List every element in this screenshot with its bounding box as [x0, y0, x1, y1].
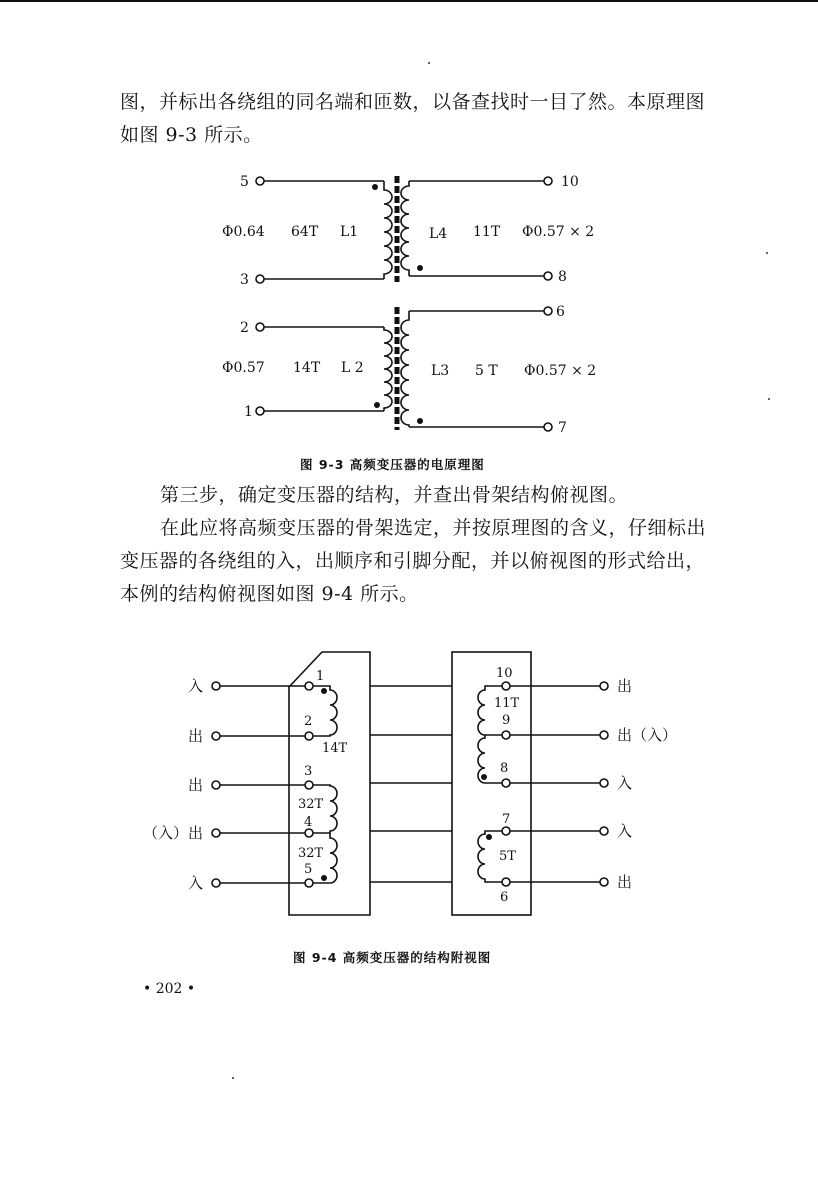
turns-5t: 5T [499, 849, 516, 864]
pin-label-1: 1 [244, 404, 253, 420]
terminal-8 [544, 272, 552, 280]
figure-9-3-schematic [0, 160, 818, 450]
turns-11t: 11T [494, 696, 520, 711]
turns-14t: 14T [322, 741, 348, 756]
pin-label-10: 10 [561, 174, 579, 190]
pin-label-2: 2 [240, 320, 249, 336]
bobbin-pin-1: 1 [316, 669, 325, 684]
l2-turns: 14T [293, 360, 321, 376]
page-top-border [0, 0, 818, 2]
bobbin-left [289, 652, 370, 915]
coil-l1 [384, 181, 392, 279]
polarity-dot-l1 [372, 184, 378, 190]
pin-label-6: 6 [556, 304, 565, 320]
l1-name: L1 [340, 224, 359, 240]
coil-l2 [384, 327, 392, 411]
left-label-1: 入 [187, 677, 203, 695]
turns-32t-a: 32T [298, 797, 324, 812]
l4-wire: Φ0.57 × 2 [522, 224, 595, 240]
terminal-7 [544, 423, 552, 431]
terminal-1 [256, 407, 264, 415]
terminal-2 [256, 323, 264, 331]
paragraph-structure: 在此应将高频变压器的骨架选定，并按原理图的含义，仔细标出变压器的各绕组的入，出顺序和引脚分配，并以俯视图的形式给出，本例的结构俯视图如图 9-4 所示。 [120, 517, 707, 605]
terminal-6 [544, 307, 552, 315]
polarity-dot-l3 [417, 418, 423, 424]
scan-speck [232, 1077, 234, 1079]
right-label-2: 出（入） [617, 726, 678, 744]
bobbin-pin-2: 2 [304, 714, 313, 729]
polarity-dot-l4 [417, 265, 423, 271]
left-label-4: （入）出 [142, 824, 203, 842]
terminal-5 [256, 177, 264, 185]
pin-label-3: 3 [240, 272, 249, 288]
paragraph-intro: 图，并标出各绕组的同名端和匝数，以备查找时一目了然。本原理图如图 9-3 所示。 [120, 91, 706, 146]
bobbin-pin-8: 8 [500, 761, 509, 776]
coil-l4 [401, 181, 409, 276]
l3-turns: 5 T [475, 363, 498, 379]
right-label-1: 出 [617, 677, 633, 695]
bobbin-pin-7: 7 [502, 812, 511, 827]
page-number: • 202 • [143, 981, 196, 997]
bobbin-pin-4: 4 [304, 815, 313, 830]
terminal-10 [544, 177, 552, 185]
bobbin-pin-10: 10 [496, 666, 513, 681]
scan-speck [766, 252, 768, 254]
l1-wire: Φ0.64 [222, 224, 265, 240]
figure-9-3-caption: 图 9-3 高频变压器的电原理图 [300, 457, 485, 472]
l3-name: L3 [431, 363, 450, 379]
l2-wire: Φ0.57 [222, 360, 265, 376]
pin-label-8: 8 [558, 269, 567, 285]
paragraph-step3: 第三步，确定变压器的结构，并查出骨架结构俯视图。 [160, 484, 629, 506]
scan-speck [428, 62, 430, 64]
l4-turns: 11T [473, 224, 501, 240]
l1-turns: 64T [291, 224, 319, 240]
coil-l3 [401, 311, 409, 427]
l4-name: L4 [429, 226, 448, 242]
terminal-3 [256, 275, 264, 283]
pin-label-5: 5 [240, 174, 249, 190]
left-label-3: 出 [187, 776, 203, 794]
pin-label-7: 7 [558, 420, 567, 436]
scan-speck [768, 398, 770, 400]
bobbin-pin-3: 3 [304, 764, 313, 779]
polarity-dot-l2 [374, 402, 380, 408]
bobbin-pin-5: 5 [304, 862, 313, 877]
bobbin-pin-9: 9 [502, 713, 511, 728]
l3-wire: Φ0.57 × 2 [524, 363, 597, 379]
bobbin-pin-6: 6 [500, 890, 509, 905]
l2-name: L 2 [341, 360, 364, 376]
left-label-5: 入 [187, 874, 203, 892]
right-label-3: 入 [617, 774, 633, 792]
right-label-4: 入 [617, 822, 633, 840]
figure-9-4-caption: 图 9-4 高频变压器的结构附视图 [293, 950, 492, 965]
right-label-5: 出 [617, 873, 633, 891]
turns-32t-b: 32T [298, 846, 324, 861]
left-label-2: 出 [187, 727, 203, 745]
figure-9-4-top-view [0, 640, 818, 930]
